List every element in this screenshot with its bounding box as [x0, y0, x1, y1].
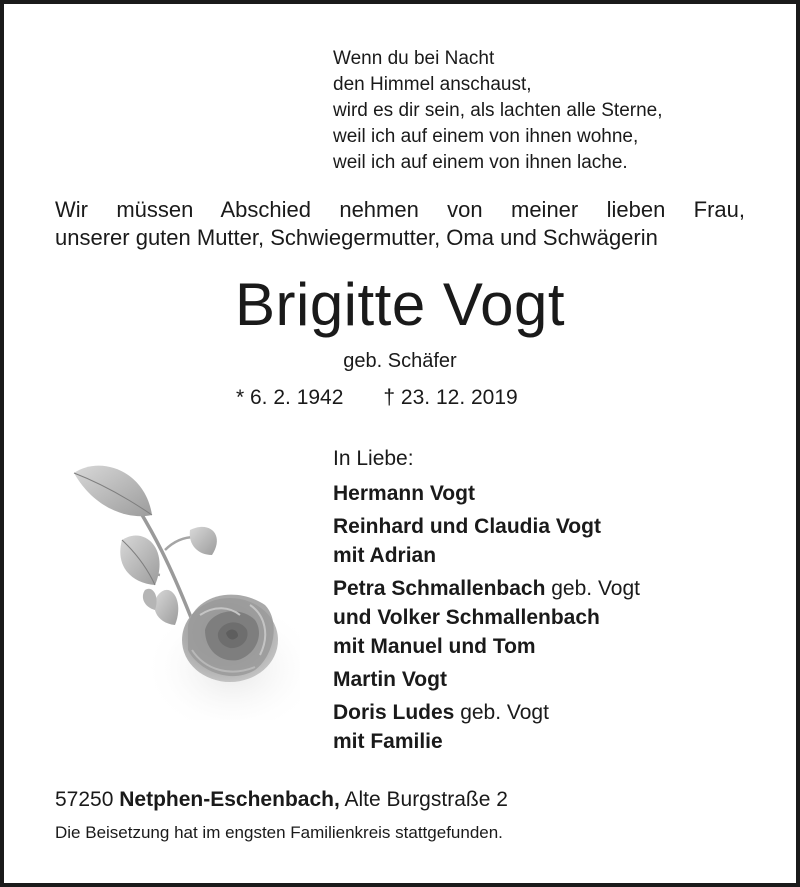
- address-town: Netphen-Eschenbach,: [119, 788, 340, 811]
- mourner-entry: [333, 698, 640, 727]
- mourner-name: Doris Ludes: [333, 701, 455, 724]
- mourners-list: [333, 444, 640, 760]
- mourner-group: [333, 665, 640, 694]
- poem: [333, 46, 663, 176]
- mourner-entry: [333, 727, 640, 756]
- farewell-line-1: Wir müssen Abschied nehmen von meiner lieben Frau,: [55, 197, 745, 222]
- poem-line: den Himmel anschaust,: [333, 74, 532, 95]
- mourner-name: Hermann Vogt: [333, 482, 475, 505]
- mourner-entry: [333, 665, 640, 694]
- mourner-group: [333, 574, 640, 661]
- mourner-name: Reinhard und Claudia Vogt: [333, 515, 601, 538]
- mourner-maiden: geb. Vogt: [454, 701, 549, 724]
- death-date: † 23. 12. 2019: [383, 386, 518, 409]
- mourner-maiden: geb. Vogt: [545, 577, 641, 600]
- address-line: [55, 786, 508, 814]
- mourner-name: und Volker Schmallenbach: [333, 606, 600, 629]
- mourner-entry: [333, 632, 640, 661]
- mourner-entry: [333, 541, 640, 570]
- mourner-group: [333, 698, 640, 756]
- mourner-entry: [333, 512, 640, 541]
- address-zip: 57250: [55, 788, 114, 811]
- mourner-name: Martin Vogt: [333, 668, 447, 691]
- farewell-text: [55, 196, 745, 252]
- farewell-line-2: unserer guten Mutter, Schwiegermutter, Oma und Schwägerin: [55, 225, 658, 250]
- burial-note: Die Beisetzung hat im engsten Familienkreis stattgefunden.: [55, 823, 503, 842]
- mourner-entry: [333, 574, 640, 603]
- mourner-entry: [333, 603, 640, 632]
- mourner-name: mit Manuel und Tom: [333, 635, 536, 658]
- poem-line: Wenn du bei Nacht: [333, 48, 495, 69]
- poem-line: wird es dir sein, als lachten alle Sterne,: [333, 100, 663, 121]
- maiden-name: geb. Schäfer: [343, 350, 457, 372]
- mourner-name: Petra Schmallenbach: [333, 577, 546, 600]
- mourner-name: mit Familie: [333, 730, 443, 753]
- deceased-name: Brigitte Vogt: [234, 271, 566, 338]
- poem-line: weil ich auf einem von ihnen wohne,: [333, 126, 639, 147]
- life-dates: [236, 384, 518, 412]
- address-street: Alte Burgstraße 2: [344, 788, 508, 811]
- mourner-name: mit Adrian: [333, 544, 437, 567]
- mourner-entry: [333, 479, 640, 508]
- mourners-heading: In Liebe:: [333, 447, 414, 470]
- rose-icon: [60, 455, 305, 720]
- poem-line: weil ich auf einem von ihnen lache.: [333, 152, 628, 173]
- birth-date: * 6. 2. 1942: [236, 386, 344, 409]
- mourner-group: [333, 479, 640, 508]
- mourner-group: [333, 512, 640, 570]
